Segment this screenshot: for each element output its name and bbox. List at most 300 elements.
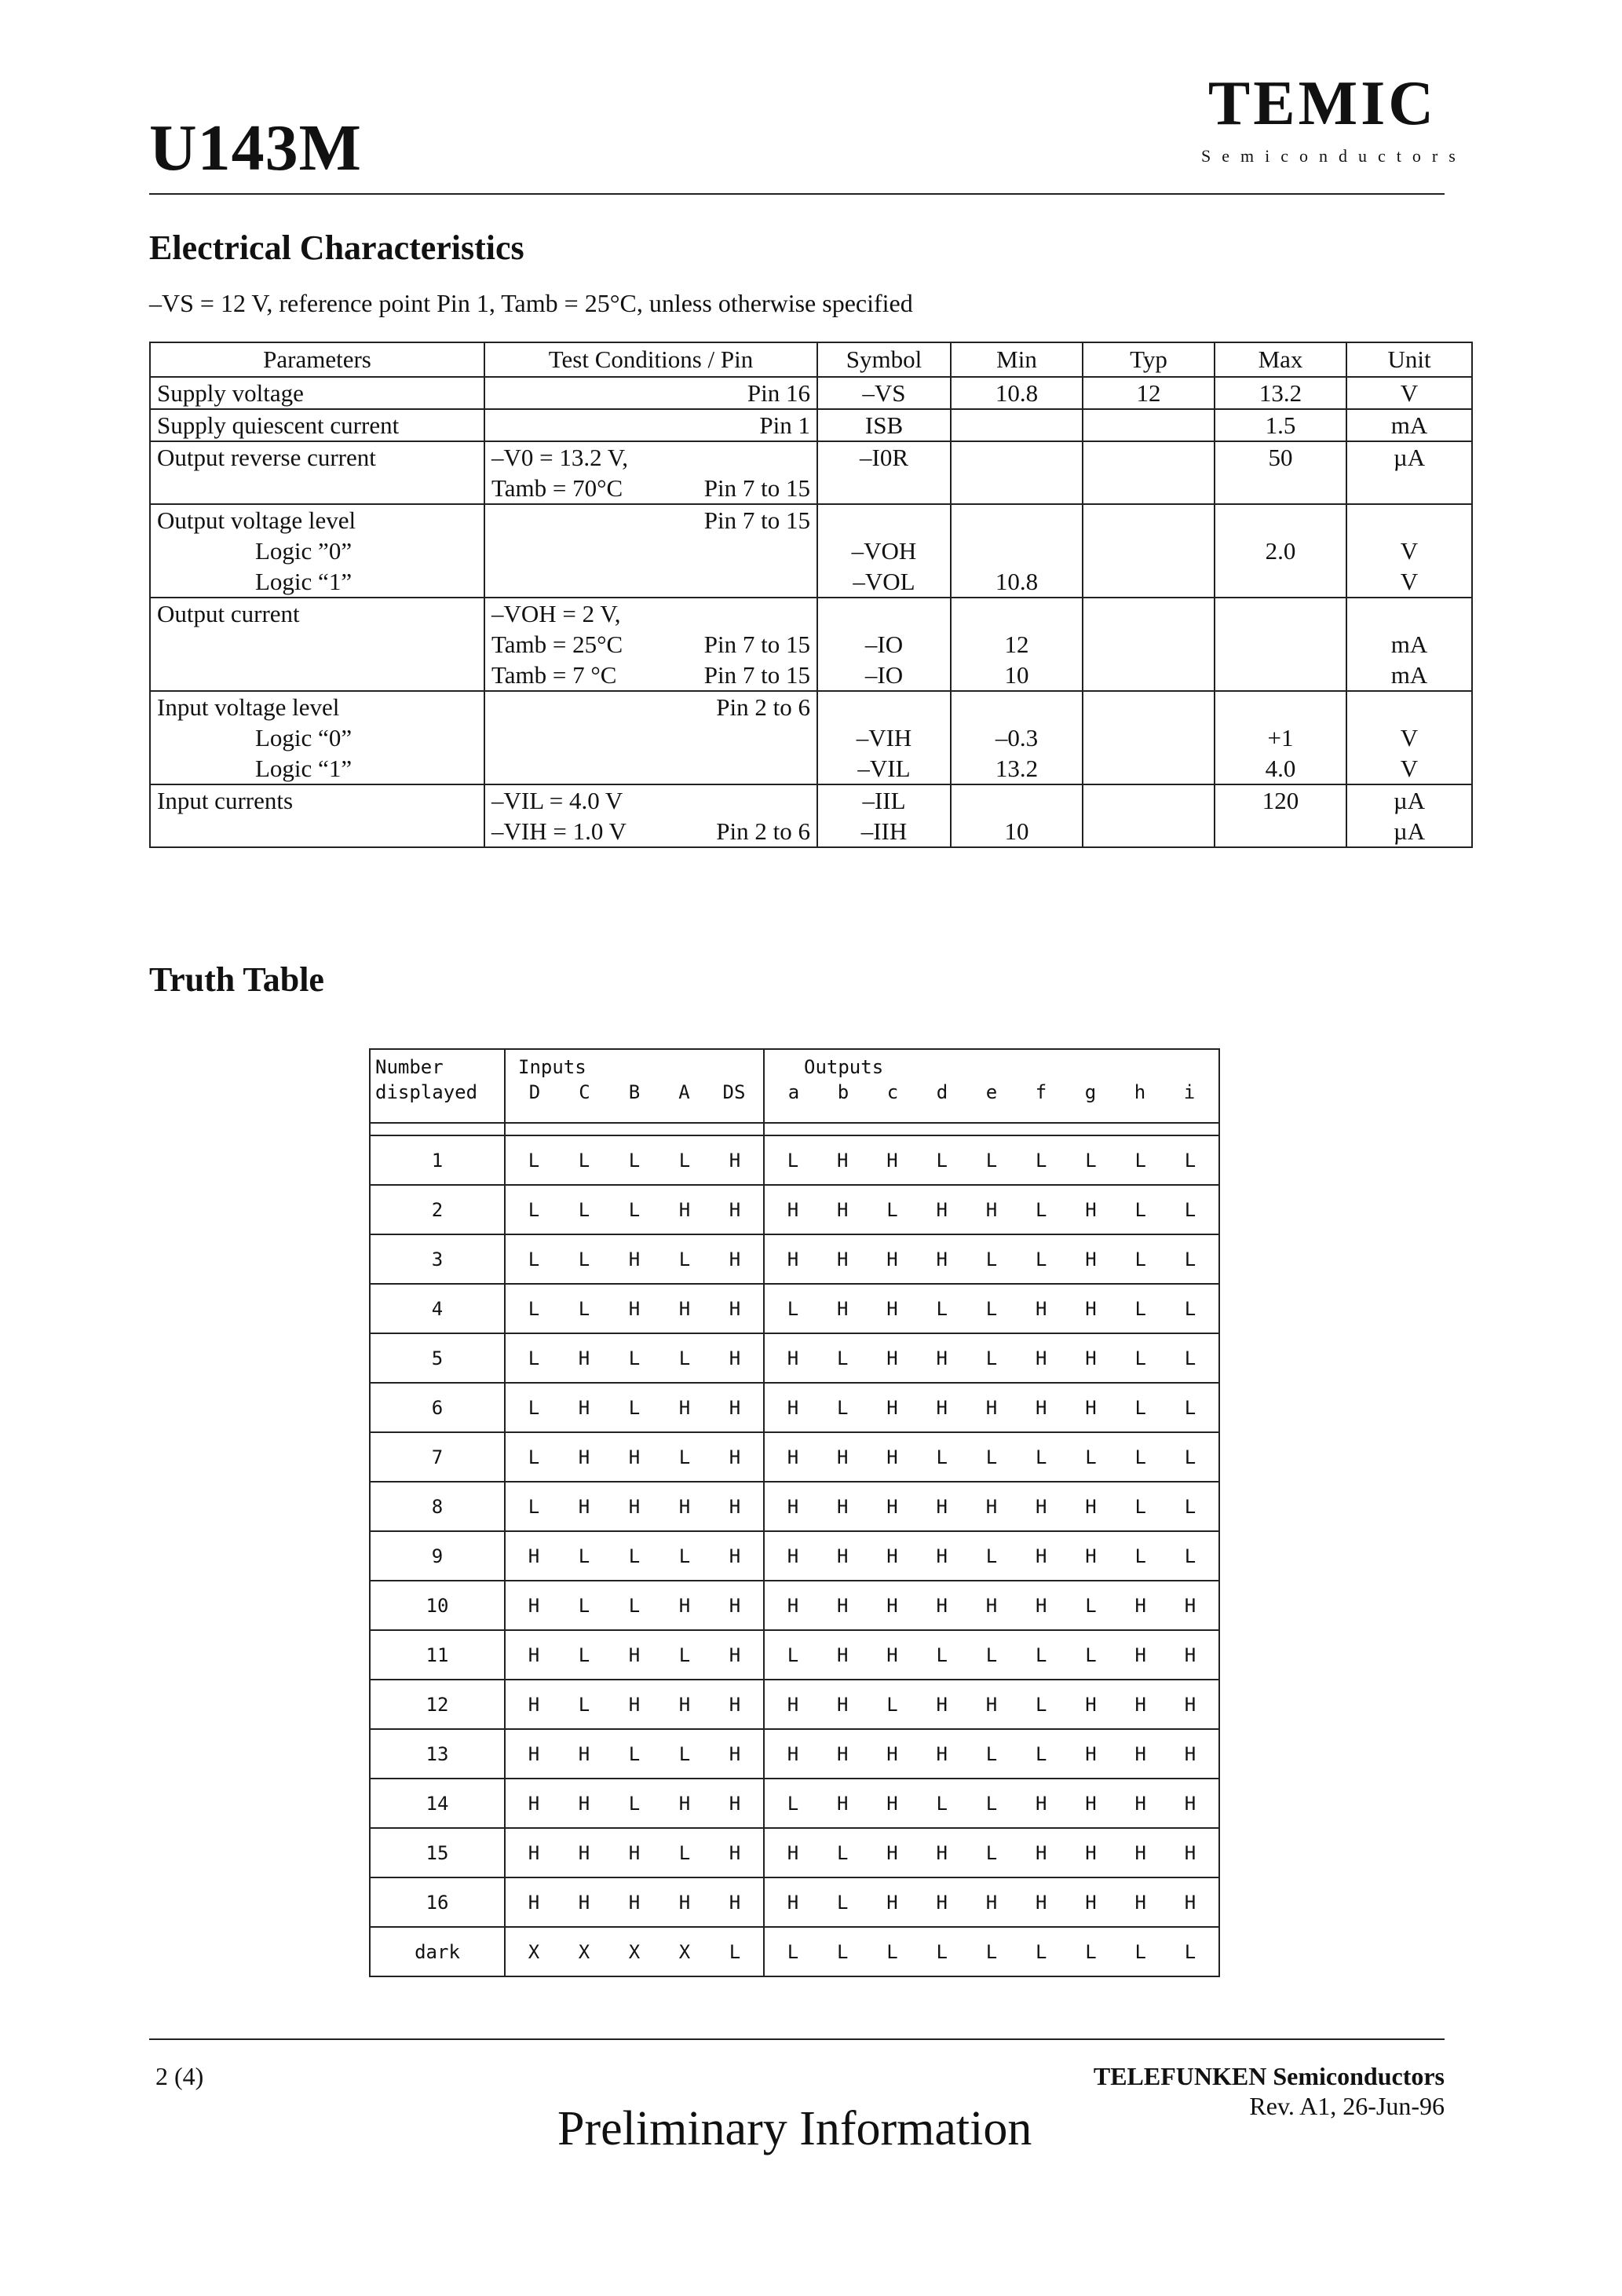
max-value: +1 xyxy=(1267,724,1294,751)
truth-header-row xyxy=(370,1049,1219,1123)
min-value xyxy=(958,692,1076,722)
typ-cell xyxy=(1083,691,1215,784)
output-value: H xyxy=(1036,1396,1047,1419)
symbol-value: –VIL xyxy=(857,755,911,782)
input-value: L xyxy=(678,1545,691,1567)
outputs-cell xyxy=(764,1680,1219,1729)
outputs-cell xyxy=(764,1482,1219,1531)
footer-revision: Rev. A1, 26-Jun-96 xyxy=(1249,2092,1445,2120)
output-values xyxy=(765,1545,1218,1567)
output-value: H xyxy=(837,1545,849,1567)
output-value: L xyxy=(1036,1198,1047,1221)
condition-cell xyxy=(484,504,817,598)
table-row xyxy=(150,784,1472,847)
output-value: H xyxy=(837,1693,849,1716)
output-value: H xyxy=(1184,1742,1196,1765)
symbol-cell xyxy=(817,441,951,504)
output-value: H xyxy=(985,1594,998,1617)
unit-cell xyxy=(1346,377,1472,409)
output-value: L xyxy=(787,1792,799,1815)
unit-value: V xyxy=(1400,755,1419,782)
symbol-cell xyxy=(817,504,951,598)
symbol-value: ISB xyxy=(864,411,904,439)
output-value: L xyxy=(936,1643,948,1666)
number-cell: 1 xyxy=(370,1135,505,1185)
input-value: H xyxy=(729,1446,741,1468)
condition-line xyxy=(491,378,810,408)
output-value: L xyxy=(1134,1545,1146,1567)
output-value: L xyxy=(1036,1693,1047,1716)
brand-logo xyxy=(1201,69,1467,166)
symbol-value: –IO xyxy=(864,631,904,658)
outputs-cell xyxy=(764,1581,1219,1630)
output-value: H xyxy=(787,1693,799,1716)
number-cell: 7 xyxy=(370,1432,505,1482)
number-cell: 12 xyxy=(370,1680,505,1729)
output-value: H xyxy=(936,1495,948,1518)
input-value: H xyxy=(729,1643,741,1666)
number-cell: 6 xyxy=(370,1383,505,1432)
input-value: H xyxy=(678,1594,691,1617)
input-value: L xyxy=(678,1149,691,1172)
output-value: L xyxy=(936,1792,948,1815)
input-value: L xyxy=(628,1742,641,1765)
max-cell xyxy=(1215,409,1346,441)
output-value: H xyxy=(1184,1792,1196,1815)
output-value: H xyxy=(985,1891,998,1914)
footer-rule xyxy=(149,2038,1445,2040)
number-cell: 2 xyxy=(370,1185,505,1234)
output-value: L xyxy=(1036,1643,1047,1666)
output-value: H xyxy=(787,1594,799,1617)
typ-value xyxy=(1090,753,1207,784)
truth-row xyxy=(370,1531,1219,1581)
output-value: H xyxy=(886,1643,898,1666)
max-cell xyxy=(1215,598,1346,691)
input-value: L xyxy=(628,1792,641,1815)
output-value: L xyxy=(985,1792,998,1815)
input-value: L xyxy=(628,1347,641,1369)
output-value: L xyxy=(985,1149,998,1172)
typ-cell xyxy=(1083,441,1215,504)
output-value: L xyxy=(1134,1198,1146,1221)
output-value: L xyxy=(1134,1347,1146,1369)
output-value: H xyxy=(787,1841,799,1864)
condition-line xyxy=(491,785,810,816)
truth-row xyxy=(370,1284,1219,1333)
typ-cell xyxy=(1083,409,1215,441)
max-value xyxy=(1222,660,1339,690)
min-value: 10 xyxy=(1004,817,1029,845)
output-value: H xyxy=(1134,1693,1146,1716)
gap-cell xyxy=(764,1123,1219,1135)
output-value: L xyxy=(985,1446,998,1468)
output-values xyxy=(765,1743,1218,1765)
output-value: H xyxy=(787,1347,799,1369)
header-gap xyxy=(370,1123,1219,1135)
output-value: L xyxy=(837,1940,849,1963)
input-value: H xyxy=(678,1792,691,1815)
output-value: H xyxy=(787,1198,799,1221)
typ-value xyxy=(1090,692,1207,722)
output-value: L xyxy=(837,1891,849,1914)
condition-line xyxy=(491,536,810,566)
input-value: H xyxy=(528,1742,540,1765)
input-values xyxy=(506,1842,762,1864)
truth-row xyxy=(370,1482,1219,1531)
output-value: H xyxy=(787,1446,799,1468)
output-value: H xyxy=(886,1545,898,1567)
outputs-cell xyxy=(764,1877,1219,1927)
output-value: H xyxy=(787,1248,799,1270)
input-value: H xyxy=(678,1297,691,1320)
header-inputs-label: Inputs xyxy=(518,1056,586,1078)
input-value: H xyxy=(678,1198,691,1221)
output-value: L xyxy=(936,1297,948,1320)
condition-line xyxy=(491,442,810,473)
truth-row xyxy=(370,1779,1219,1828)
symbol-value: –I0R xyxy=(860,444,908,471)
output-value: L xyxy=(837,1396,849,1419)
condition-cell xyxy=(484,409,817,441)
truth-row xyxy=(370,1729,1219,1779)
input-value: H xyxy=(628,1841,641,1864)
electrical-table xyxy=(149,342,1473,848)
max-cell xyxy=(1215,504,1346,598)
output-value: L xyxy=(1134,1149,1146,1172)
truth-table xyxy=(369,1048,1220,1977)
output-value: H xyxy=(1085,1297,1097,1320)
symbol-value: –IIH xyxy=(860,817,908,845)
input-value: H xyxy=(578,1495,590,1518)
symbol-value: –VS xyxy=(862,379,906,407)
symbol-value xyxy=(824,473,944,503)
input-value: H xyxy=(578,1396,590,1419)
output-value: H xyxy=(1036,1792,1047,1815)
unit-value xyxy=(1353,505,1465,536)
input-value: H xyxy=(678,1495,691,1518)
condition-line xyxy=(491,505,810,536)
output-value: H xyxy=(837,1643,849,1666)
input-values xyxy=(506,1694,762,1716)
inputs-cell xyxy=(505,1877,764,1927)
output-col-label: g xyxy=(1084,1081,1097,1103)
output-value: H xyxy=(886,1742,898,1765)
unit-value: µA xyxy=(1393,444,1426,471)
input-value: X xyxy=(578,1940,590,1963)
param-line: Output current xyxy=(157,600,300,627)
param-line: Output voltage level xyxy=(157,506,356,534)
output-value: H xyxy=(985,1198,998,1221)
output-value: H xyxy=(1085,1495,1097,1518)
input-values xyxy=(506,1793,762,1815)
condition-cell xyxy=(484,784,817,847)
output-value: L xyxy=(985,1545,998,1567)
output-value: L xyxy=(837,1347,849,1369)
symbol-value: –VIH xyxy=(856,724,912,751)
output-value: H xyxy=(886,1594,898,1617)
truth-row xyxy=(370,1234,1219,1284)
input-value: L xyxy=(678,1643,691,1666)
input-value: L xyxy=(678,1248,691,1270)
input-value: H xyxy=(578,1841,590,1864)
output-value: L xyxy=(1184,1198,1196,1221)
output-columns xyxy=(769,1080,1214,1105)
output-value: L xyxy=(1134,1495,1146,1518)
input-value: L xyxy=(628,1594,641,1617)
number-cell: 8 xyxy=(370,1482,505,1531)
output-values xyxy=(765,1644,1218,1666)
condition-pin: Pin 1 xyxy=(759,411,810,439)
output-value: H xyxy=(837,1198,849,1221)
output-value: L xyxy=(1184,1396,1196,1419)
column-header: Typ xyxy=(1083,342,1215,377)
max-value: 120 xyxy=(1262,787,1299,814)
output-col-label: c xyxy=(886,1081,899,1103)
output-value: H xyxy=(886,1149,898,1172)
output-values xyxy=(765,1496,1218,1518)
output-value: H xyxy=(1085,1396,1097,1419)
output-value: H xyxy=(787,1545,799,1567)
outputs-cell xyxy=(764,1828,1219,1877)
input-value: L xyxy=(578,1297,590,1320)
output-values xyxy=(765,1446,1218,1468)
output-value: H xyxy=(1085,1347,1097,1369)
output-value: H xyxy=(837,1248,849,1270)
max-value: 13.2 xyxy=(1259,379,1302,407)
outputs-cell xyxy=(764,1927,1219,1976)
output-value: H xyxy=(985,1396,998,1419)
condition-text: –V0 = 13.2 V, xyxy=(491,444,628,471)
input-value: H xyxy=(528,1545,540,1567)
input-value: H xyxy=(578,1347,590,1369)
condition-cell xyxy=(484,441,817,504)
input-value: H xyxy=(578,1891,590,1914)
input-value: H xyxy=(528,1891,540,1914)
input-value: H xyxy=(729,1693,741,1716)
input-value: L xyxy=(578,1198,590,1221)
symbol-cell xyxy=(817,691,951,784)
output-value: H xyxy=(1036,1545,1047,1567)
output-value: H xyxy=(837,1495,849,1518)
input-col-label: DS xyxy=(722,1081,746,1103)
unit-value: mA xyxy=(1390,411,1428,439)
output-value: H xyxy=(1184,1891,1196,1914)
input-value: L xyxy=(628,1198,641,1221)
outputs-cell xyxy=(764,1185,1219,1234)
truth-row xyxy=(370,1185,1219,1234)
param-line: Supply quiescent current xyxy=(157,411,400,439)
unit-cell xyxy=(1346,598,1472,691)
input-col-label: B xyxy=(628,1081,641,1103)
output-value: H xyxy=(936,1742,948,1765)
truth-row xyxy=(370,1432,1219,1482)
input-value: H xyxy=(729,1594,741,1617)
unit-cell xyxy=(1346,441,1472,504)
input-value: X xyxy=(628,1940,641,1963)
param-cell xyxy=(150,691,484,784)
typ-value xyxy=(1090,473,1207,503)
typ-value: 12 xyxy=(1136,379,1161,407)
output-values xyxy=(765,1298,1218,1320)
number-cell: 5 xyxy=(370,1333,505,1383)
input-value: H xyxy=(729,1297,741,1320)
output-value: L xyxy=(787,1940,799,1963)
output-value: L xyxy=(1036,1149,1047,1172)
output-value: H xyxy=(936,1396,948,1419)
truth-row xyxy=(370,1630,1219,1680)
min-value: 13.2 xyxy=(995,755,1039,782)
condition-line xyxy=(491,566,810,597)
condition-text: –VOH = 2 V, xyxy=(491,600,621,627)
output-value: H xyxy=(1036,1495,1047,1518)
unit-cell xyxy=(1346,504,1472,598)
input-value: H xyxy=(528,1693,540,1716)
output-col-label: e xyxy=(985,1081,998,1103)
truth-row xyxy=(370,1581,1219,1630)
output-value: L xyxy=(985,1347,998,1369)
min-value: –0.3 xyxy=(995,724,1039,751)
inputs-cell xyxy=(505,1779,764,1828)
output-values xyxy=(765,1941,1218,1963)
condition-pin: Pin 16 xyxy=(747,379,810,407)
symbol-cell xyxy=(817,377,951,409)
outputs-cell xyxy=(764,1333,1219,1383)
table-row xyxy=(150,504,1472,598)
output-value: L xyxy=(886,1940,898,1963)
symbol-value: –VOL xyxy=(853,568,915,595)
section-title-truth: Truth Table xyxy=(149,960,324,999)
truth-row xyxy=(370,1333,1219,1383)
input-value: L xyxy=(729,1940,741,1963)
param-line: Output reverse current xyxy=(157,444,376,471)
typ-value xyxy=(1090,629,1207,660)
condition-cell xyxy=(484,598,817,691)
condition-line xyxy=(491,410,810,441)
number-cell: 3 xyxy=(370,1234,505,1284)
output-value: L xyxy=(1134,1297,1146,1320)
output-values xyxy=(765,1793,1218,1815)
outputs-cell xyxy=(764,1729,1219,1779)
output-value: L xyxy=(1036,1446,1047,1468)
input-value: L xyxy=(628,1396,641,1419)
table-row xyxy=(150,691,1472,784)
output-col-label: a xyxy=(787,1081,800,1103)
output-value: H xyxy=(787,1396,799,1419)
symbol-value: –IIL xyxy=(862,787,906,814)
max-value xyxy=(1222,692,1339,722)
truth-row xyxy=(370,1680,1219,1729)
output-value: H xyxy=(1184,1594,1196,1617)
max-value: 1.5 xyxy=(1265,411,1296,439)
output-col-label: f xyxy=(1035,1081,1047,1103)
param-line xyxy=(157,629,477,660)
input-values xyxy=(506,1397,762,1419)
output-value: L xyxy=(1085,1594,1097,1617)
typ-value xyxy=(1090,410,1207,441)
column-header: Test Conditions / Pin xyxy=(484,342,817,377)
input-value: L xyxy=(578,1248,590,1270)
param-cell xyxy=(150,784,484,847)
output-col-label: i xyxy=(1183,1081,1196,1103)
output-value: H xyxy=(837,1297,849,1320)
inputs-cell xyxy=(505,1680,764,1729)
input-values xyxy=(506,1941,762,1963)
output-values xyxy=(765,1842,1218,1864)
unit-value: µA xyxy=(1393,817,1426,845)
output-value: L xyxy=(1134,1396,1146,1419)
inputs-cell xyxy=(505,1828,764,1877)
output-value: H xyxy=(1085,1742,1097,1765)
brand-name: TEMIC xyxy=(1207,69,1437,138)
input-value: H xyxy=(528,1841,540,1864)
param-cell xyxy=(150,441,484,504)
input-value: H xyxy=(729,1396,741,1419)
typ-value xyxy=(1090,785,1207,816)
input-value: L xyxy=(678,1347,691,1369)
table-row xyxy=(150,598,1472,691)
min-value: 12 xyxy=(1004,631,1029,658)
output-value: H xyxy=(1085,1792,1097,1815)
output-value: L xyxy=(886,1198,898,1221)
input-value: H xyxy=(729,1792,741,1815)
output-values xyxy=(765,1694,1218,1716)
symbol-cell xyxy=(817,784,951,847)
min-value xyxy=(958,785,1076,816)
input-value: H xyxy=(678,1693,691,1716)
typ-value xyxy=(1090,566,1207,597)
unit-value xyxy=(1353,473,1465,503)
output-value: L xyxy=(787,1297,799,1320)
output-col-label: d xyxy=(936,1081,948,1103)
condition-pin: Pin 7 to 15 xyxy=(703,474,810,502)
input-value: H xyxy=(729,1891,741,1914)
output-value: H xyxy=(1134,1643,1146,1666)
number-cell: 9 xyxy=(370,1531,505,1581)
output-value: H xyxy=(936,1198,948,1221)
inputs-cell xyxy=(505,1729,764,1779)
unit-value xyxy=(1353,598,1465,629)
inputs-cell xyxy=(505,1333,764,1383)
input-value: L xyxy=(528,1198,540,1221)
output-value: H xyxy=(1134,1841,1146,1864)
output-value: H xyxy=(936,1545,948,1567)
max-value xyxy=(1222,566,1339,597)
output-value: L xyxy=(1085,1446,1097,1468)
min-value xyxy=(958,598,1076,629)
input-value: H xyxy=(729,1198,741,1221)
max-value: 50 xyxy=(1268,444,1293,471)
param-cell xyxy=(150,504,484,598)
output-value: H xyxy=(787,1891,799,1914)
output-value: H xyxy=(1036,1891,1047,1914)
symbol-value: –VOH xyxy=(851,537,917,565)
output-value: H xyxy=(1036,1594,1047,1617)
symbol-cell xyxy=(817,409,951,441)
input-value: H xyxy=(528,1643,540,1666)
output-value: L xyxy=(985,1742,998,1765)
table-row xyxy=(150,377,1472,409)
inputs-cell xyxy=(505,1383,764,1432)
output-value: L xyxy=(1184,1495,1196,1518)
output-value: H xyxy=(985,1495,998,1518)
output-value: H xyxy=(1134,1742,1146,1765)
max-cell xyxy=(1215,691,1346,784)
output-value: H xyxy=(886,1347,898,1369)
input-value: H xyxy=(628,1446,641,1468)
header-inputs xyxy=(505,1049,764,1123)
footer-company: TELEFUNKEN Semiconductors xyxy=(1093,2062,1445,2090)
